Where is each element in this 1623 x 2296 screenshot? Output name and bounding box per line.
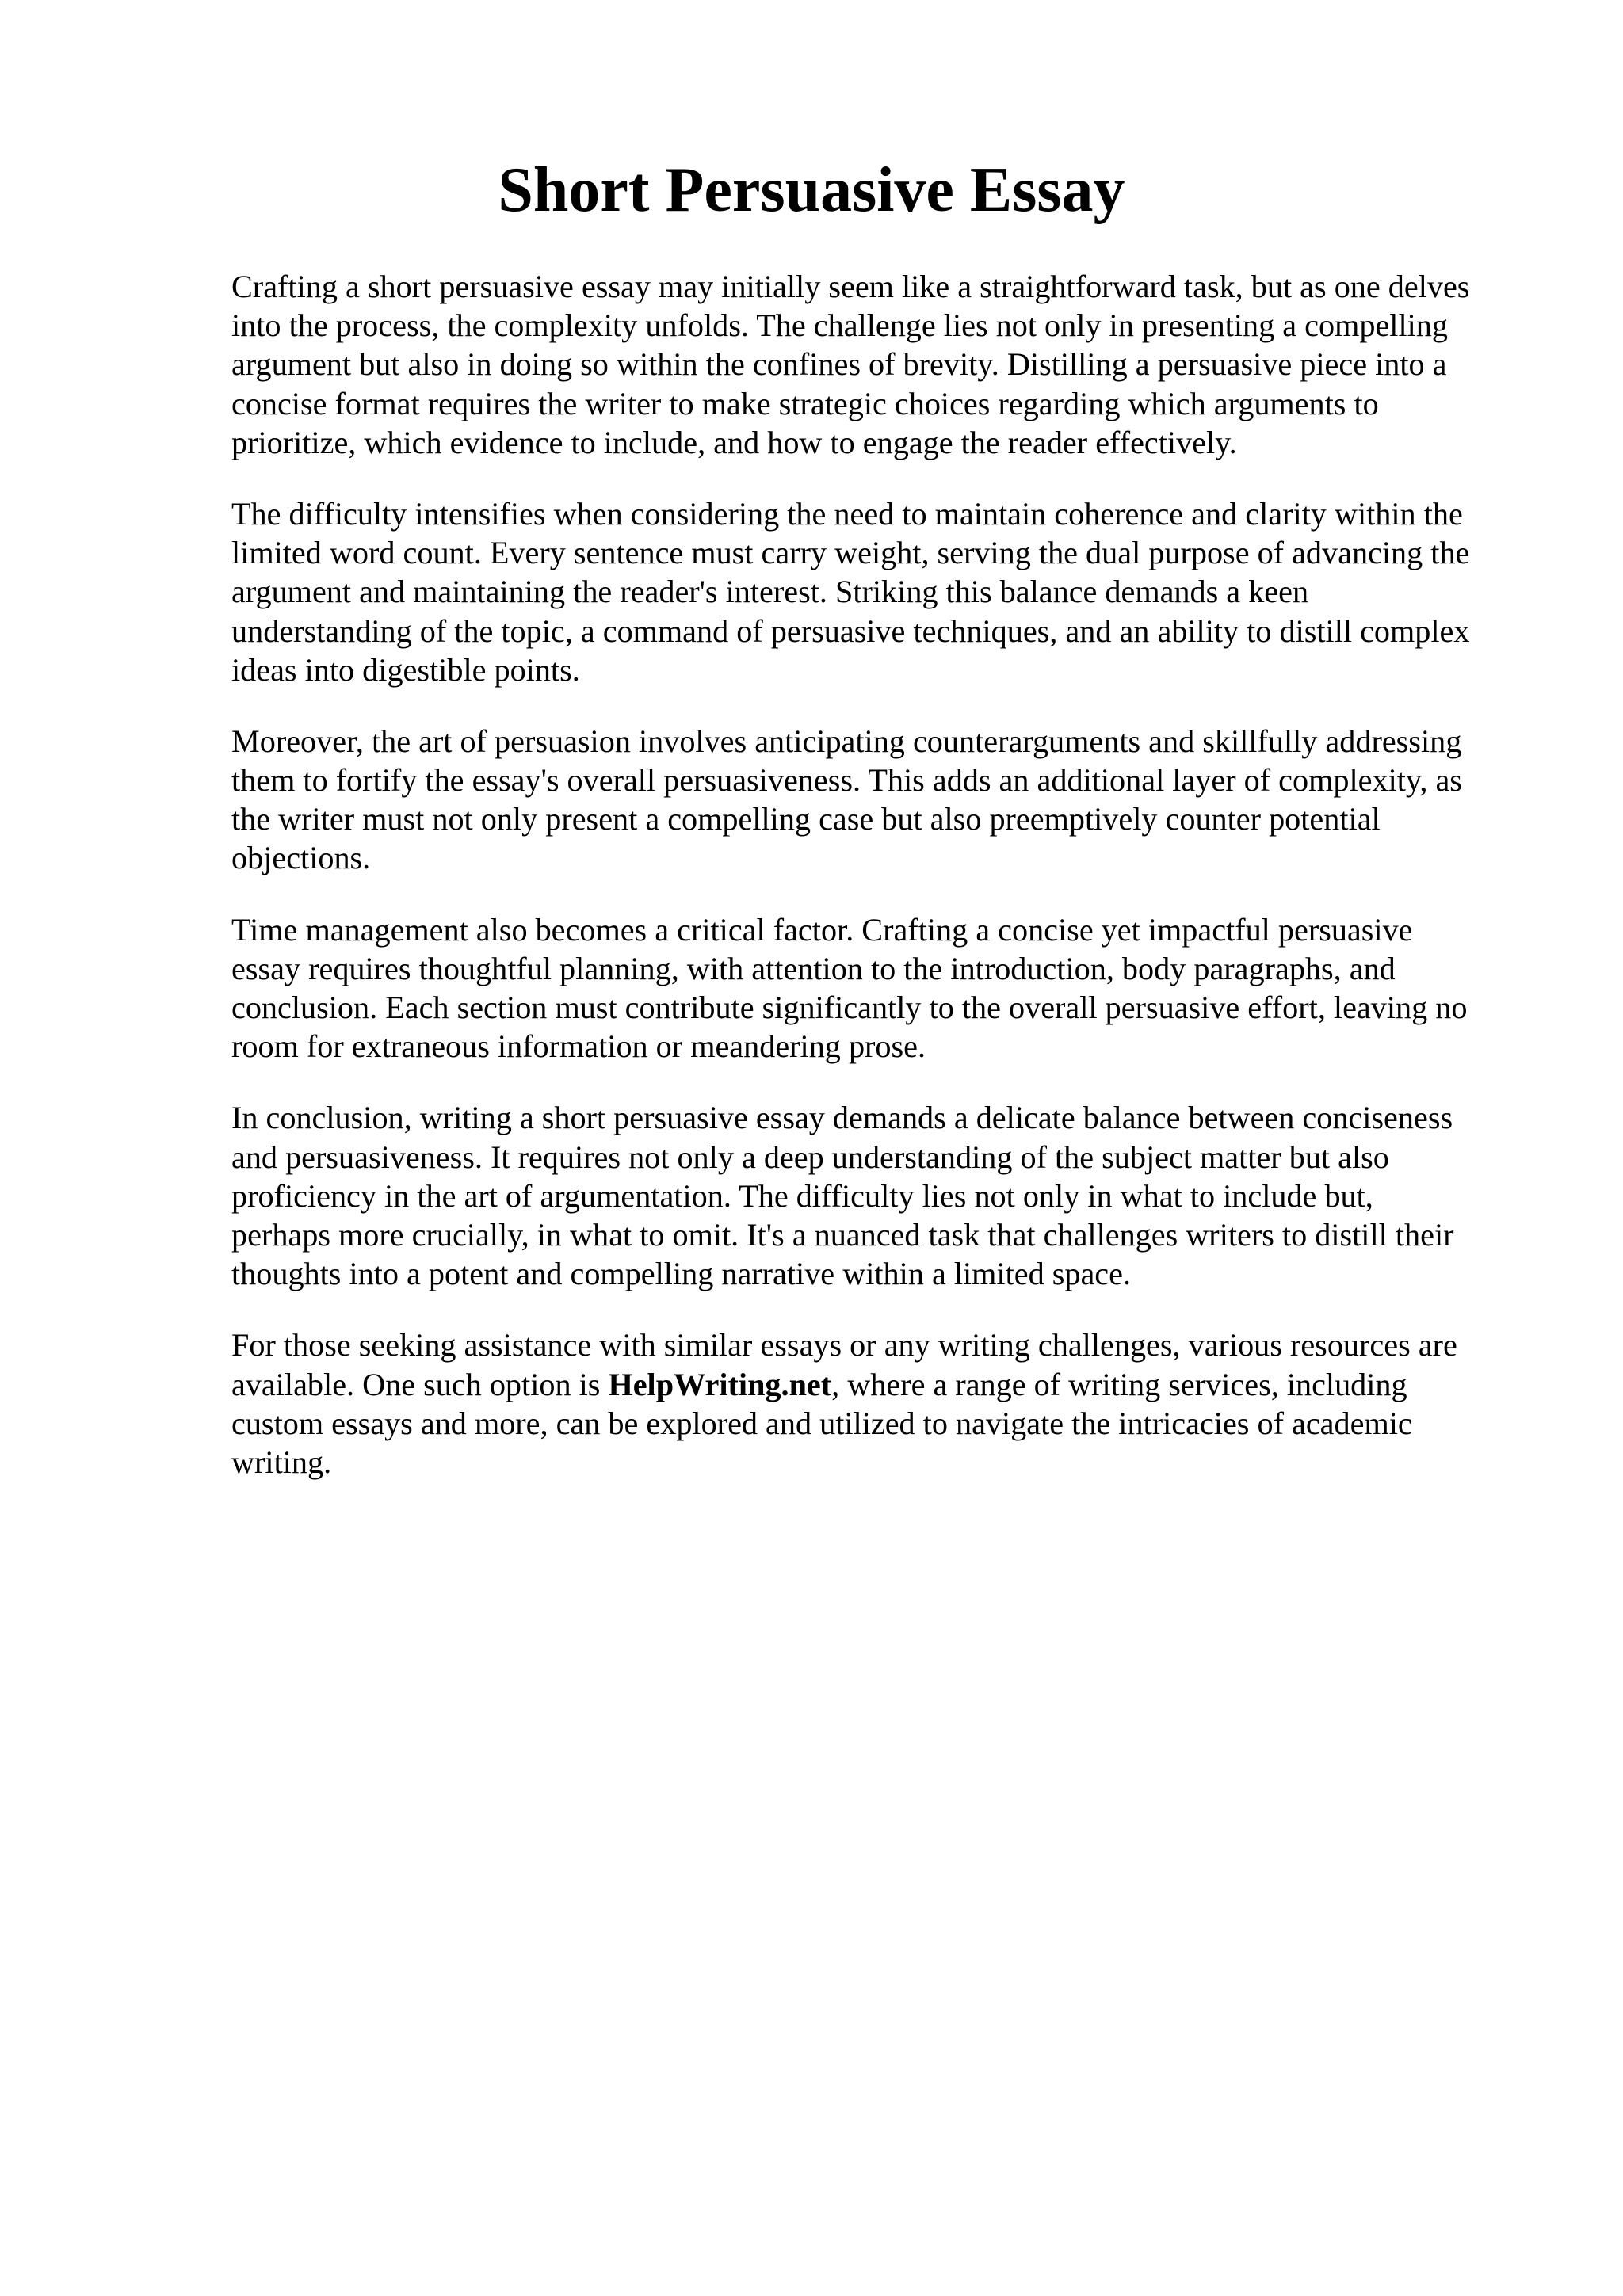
text-fragment: available. One such option is	[231, 1366, 609, 1402]
text-line: Time management also becomes a critical factor. Crafting a concise yet impactful persuasive	[231, 911, 1413, 948]
text-line: ideas into digestible points.	[231, 651, 580, 688]
paragraph-time-management	[231, 910, 1594, 1066]
text-line: thoughts into a potent and compelling narrative within a limited space.	[231, 1256, 1132, 1292]
text-line: perhaps more crucially, in what to omit. It's a nuanced task that challenges writers to distill their	[231, 1216, 1454, 1253]
text-line: Crafting a short persuasive essay may initially seem like a straightforward task, but as one delves	[231, 269, 1470, 304]
text-line: essay requires thoughtful planning, with attention to the introduction, body paragraphs, and	[231, 950, 1396, 986]
essay-body	[231, 267, 1594, 1514]
text-line: argument and maintaining the reader's interest. Striking this balance demands a keen	[231, 574, 1309, 610]
text-line: argument but also in doing so within the confines of brevity. Distilling a persuasive piece into a	[231, 346, 1447, 383]
paragraph-resources	[231, 1325, 1594, 1482]
text-line: The difficulty intensifies when considering the need to maintain coherence and clarity within the	[231, 495, 1463, 532]
text-line: limited word count. Every sentence must carry weight, serving the dual purpose of advancing the	[231, 535, 1470, 571]
text-line: writing.	[231, 1444, 332, 1480]
paragraph-conclusion	[231, 1098, 1594, 1293]
helpwriting-link[interactable]: HelpWriting.net	[608, 1366, 832, 1402]
text-line: proficiency in the art of argumentation. The difficulty lies not only in what to include but,	[231, 1177, 1373, 1214]
text-line: and persuasiveness. It requires not only a deep understanding of the subject matter but also	[231, 1138, 1389, 1175]
text-fragment: , where a range of writing services, including	[831, 1366, 1407, 1402]
text-line: conclusion. Each section must contribute significantly to the overall persuasive effort, leaving no	[231, 990, 1468, 1025]
text-line: custom essays and more, can be explored and utilized to navigate the intricacies of academic	[231, 1405, 1412, 1441]
text-line: Moreover, the art of persuasion involves anticipating counterarguments and skillfully addressing	[231, 723, 1462, 759]
text-line: them to fortify the essay's overall persuasiveness. This adds an additional layer of complexity, as	[231, 762, 1462, 799]
text-line: In conclusion, writing a short persuasive essay demands a delicate balance between conciseness	[231, 1100, 1453, 1136]
paragraph-counterarguments	[231, 722, 1594, 878]
text-line: For those seeking assistance with similar essays or any writing challenges, various resources are	[231, 1327, 1457, 1363]
text-line: understanding of the topic, a command of persuasive techniques, and an ability to distill complex	[231, 612, 1470, 649]
text-line: the writer must not only present a compelling case but also preemptively counter potential	[231, 801, 1381, 837]
text-line: prioritize, which evidence to include, and how to engage the reader effectively.	[231, 424, 1237, 460]
text-line: room for extraneous information or meandering prose.	[231, 1028, 926, 1065]
paragraph-intro	[231, 267, 1594, 462]
page-title: Short Persuasive Essay	[498, 155, 1125, 225]
paragraph-difficulty	[231, 494, 1594, 689]
text-line: objections.	[231, 840, 371, 876]
text-line: concise format requires the writer to make strategic choices regarding which arguments to	[231, 385, 1379, 421]
text-line-with-link	[231, 1365, 1594, 1404]
text-line: into the process, the complexity unfolds. The challenge lies not only in presenting a compelling	[231, 307, 1448, 344]
